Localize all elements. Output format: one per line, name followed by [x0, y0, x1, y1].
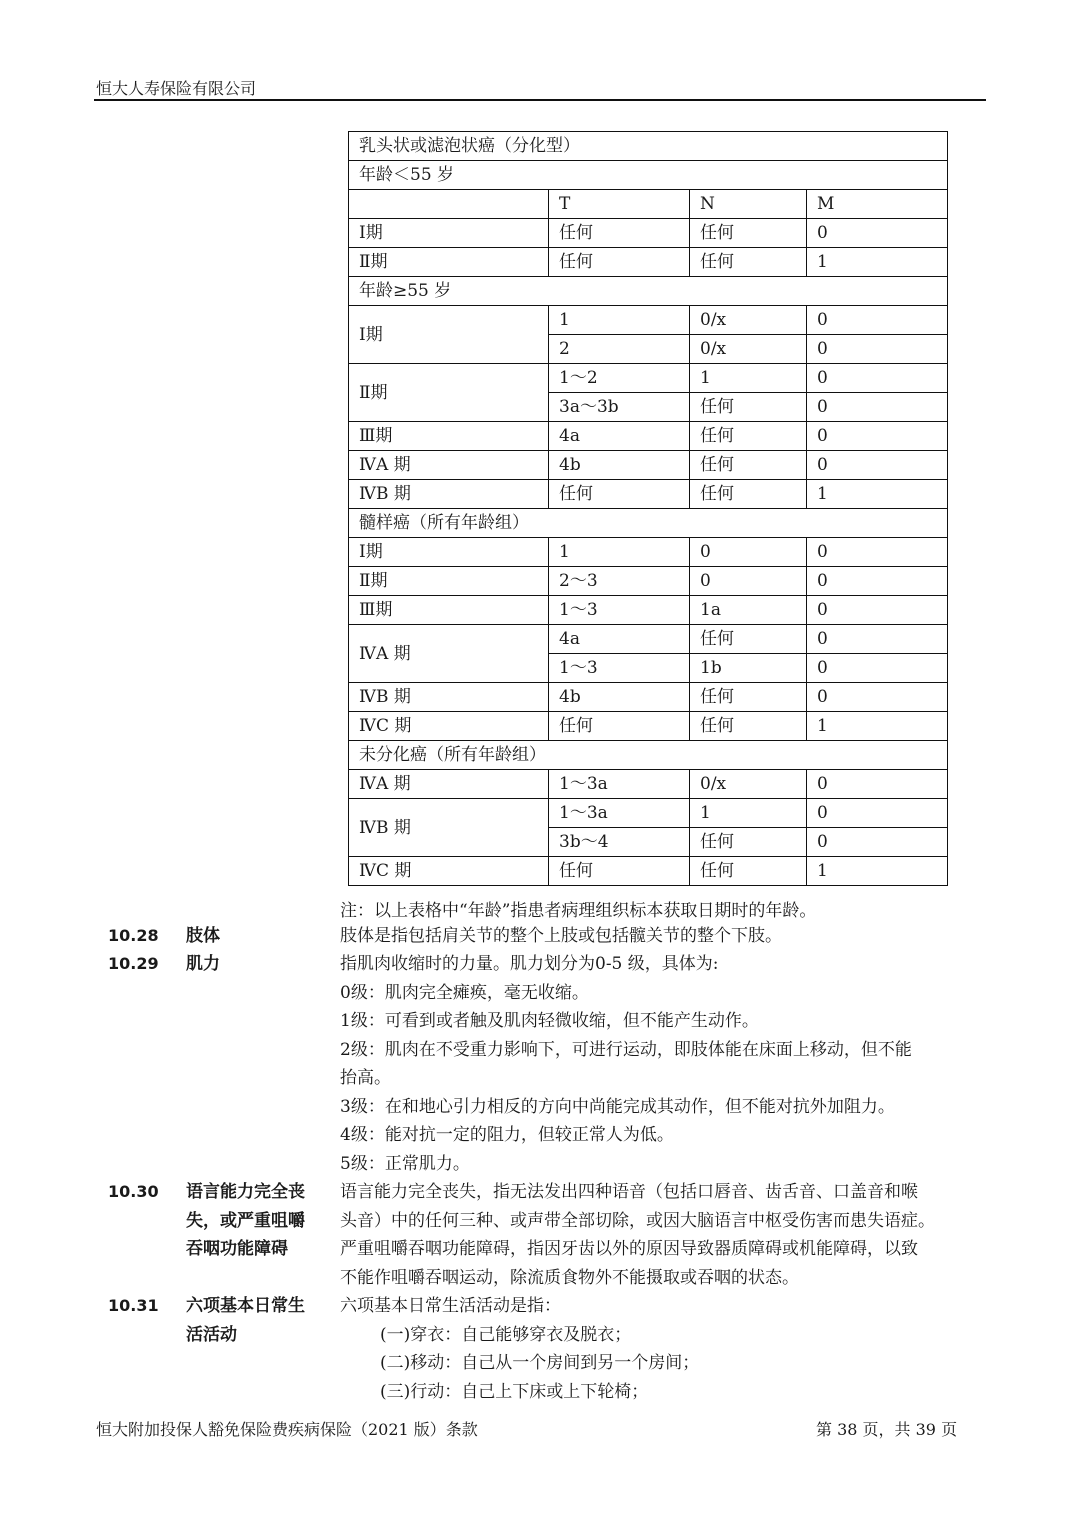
section-number-10-28: 10.28 — [108, 926, 159, 945]
table-row — [349, 219, 948, 248]
table-cell: ⅣA 期 — [349, 770, 549, 799]
table-cell: 1～3a — [549, 770, 690, 799]
table-cell: 4b — [549, 683, 690, 712]
table-cell: 0 — [807, 596, 948, 625]
table-cell: 0 — [807, 567, 948, 596]
table-cell: 0 — [807, 335, 948, 364]
table-cell: 3b～4 — [549, 828, 690, 857]
table-row — [349, 770, 948, 799]
table-row — [349, 596, 948, 625]
section-term-10-28: 肢体 — [186, 926, 220, 946]
table-cell: 任何 — [549, 248, 690, 277]
table-cell: 0 — [807, 828, 948, 857]
table-cell: 任何 — [690, 451, 807, 480]
section-number-10-29: 10.29 — [108, 954, 159, 973]
table-cell: ⅣB 期 — [349, 683, 549, 712]
table-cell: 1 — [807, 712, 948, 741]
thyroid-cancer-staging-table — [348, 131, 948, 886]
table-cell: 任何 — [690, 683, 807, 712]
section-text-10-30 — [340, 1178, 990, 1292]
table-stage-cell: Ⅱ期 — [349, 364, 549, 422]
table-cell: 0 — [807, 770, 948, 799]
section-line: 抬高。 — [340, 1068, 391, 1088]
section-text-10-29 — [340, 950, 990, 1178]
table-cell: 1～3 — [549, 654, 690, 683]
table-cell: Ⅲ期 — [349, 422, 549, 451]
table-cell: 1～2 — [549, 364, 690, 393]
table-cell: 1a — [690, 596, 807, 625]
footer-document-title: 恒大附加投保人豁免保险费疾病保险（2021 版）条款 — [96, 1420, 478, 1439]
section-intro: 六项基本日常生活活动是指： — [340, 1296, 561, 1316]
table-cell: Ⅰ期 — [349, 538, 549, 567]
table-cell: 1 — [807, 480, 948, 509]
section-line: 严重咀嚼吞咽功能障碍，指因牙齿以外的原因导致器质障碍或机能障碍，以致 — [340, 1239, 918, 1259]
table-cell: 任何 — [690, 393, 807, 422]
section-line: 指肌肉收缩时的力量。肌力划分为0-5 级，具体为: — [340, 954, 719, 974]
table-cell: 4b — [549, 451, 690, 480]
table-group-heading: 年龄＜55 岁 — [349, 161, 948, 190]
section-number-10-31: 10.31 — [108, 1296, 159, 1315]
staging-table-body — [349, 132, 948, 886]
table-cell: 0/x — [690, 335, 807, 364]
section-line: 头音）中的任何三种、或声带全部切除，或因大脑语言中枢受伤害而患失语症。 — [340, 1210, 935, 1231]
table-cell: 0 — [807, 451, 948, 480]
table-cell: 任何 — [690, 625, 807, 654]
table-cell: 0 — [690, 567, 807, 596]
table-cell: 任何 — [549, 857, 690, 886]
table-cell: 2～3 — [549, 567, 690, 596]
table-cell: 1～3a — [549, 799, 690, 828]
table-row — [349, 712, 948, 741]
table-cell: Ⅱ期 — [349, 248, 549, 277]
section-line: 2级：肌肉在不受重力影响下，可进行运动，即肢体能在床面上移动，但不能 — [340, 1039, 912, 1060]
table-cell: 2 — [549, 335, 690, 364]
table-cell: 0 — [690, 538, 807, 567]
table-cell: M — [807, 190, 948, 219]
table-row — [349, 451, 948, 480]
table-cell: ⅣA 期 — [349, 451, 549, 480]
table-cell: 0 — [807, 219, 948, 248]
table-cell: 1 — [807, 857, 948, 886]
table-cell: 1～3 — [549, 596, 690, 625]
table-cell: Ⅰ期 — [349, 219, 549, 248]
section-term-10-29: 肌力 — [186, 954, 220, 974]
section-number-10-30: 10.30 — [108, 1182, 159, 1201]
table-cell: 任何 — [690, 248, 807, 277]
term-line: 失，或严重咀嚼 — [186, 1210, 305, 1231]
table-group-row — [349, 741, 948, 770]
table-cell: 4a — [549, 422, 690, 451]
table-group-heading: 未分化癌（所有年龄组） — [349, 741, 948, 770]
table-row — [349, 422, 948, 451]
table-cell: T — [549, 190, 690, 219]
table-cell: 1 — [807, 248, 948, 277]
table-cell: 1 — [690, 364, 807, 393]
table-cell: 0 — [807, 625, 948, 654]
table-cell — [349, 190, 549, 219]
table-group-heading: 乳头状或滤泡状癌（分化型） — [349, 132, 948, 161]
term-line: 语言能力完全丧 — [186, 1182, 305, 1202]
term-line: 活活动 — [186, 1324, 237, 1345]
table-cell: 任何 — [690, 712, 807, 741]
table-cell: 0 — [807, 393, 948, 422]
footer-page-number: 第 38 页，共 39 页 — [816, 1420, 958, 1439]
table-cell: N — [690, 190, 807, 219]
table-row — [349, 538, 948, 567]
section-line: 3级：在和地心引力相反的方向中尚能完成其动作，但不能对抗外加阻力。 — [340, 1096, 895, 1117]
section-line: 5级：正常肌力。 — [340, 1153, 470, 1174]
header-divider — [94, 99, 986, 101]
table-cell: 任何 — [549, 712, 690, 741]
table-cell: ⅣB 期 — [349, 480, 549, 509]
table-cell: ⅣC 期 — [349, 712, 549, 741]
header-company: 恒大人寿保险有限公司 — [96, 79, 257, 98]
table-row — [349, 364, 948, 393]
table-cell: 0/x — [690, 306, 807, 335]
table-cell: 3a～3b — [549, 393, 690, 422]
table-cell: Ⅲ期 — [349, 596, 549, 625]
table-stage-cell: ⅣB 期 — [349, 799, 549, 857]
table-cell: 0 — [807, 654, 948, 683]
table-cell: 任何 — [690, 480, 807, 509]
section-line: 不能作咀嚼吞咽运动，除流质食物外不能摄取或吞咽的状态。 — [340, 1267, 799, 1288]
table-group-heading: 髓样癌（所有年龄组） — [349, 509, 948, 538]
table-group-row — [349, 277, 948, 306]
list-item: (三)行动：自己上下床或上下轮椅； — [380, 1381, 649, 1402]
table-cell: 0 — [807, 422, 948, 451]
table-stage-cell: ⅣA 期 — [349, 625, 549, 683]
table-cell: 任何 — [549, 480, 690, 509]
table-cell: 1 — [549, 538, 690, 567]
table-row — [349, 480, 948, 509]
table-note: 注：以上表格中“年龄”指患者病理组织标本获取日期时的年龄。 — [340, 901, 817, 921]
table-cell: 0 — [807, 364, 948, 393]
list-item: (二)移动：自己从一个房间到另一个房间； — [380, 1353, 700, 1373]
table-group-row — [349, 132, 948, 161]
section-line: 4级：能对抗一定的阻力，但较正常人为低。 — [340, 1125, 674, 1145]
table-stage-cell: Ⅰ期 — [349, 306, 549, 364]
table-row — [349, 857, 948, 886]
section-term-10-31 — [186, 1292, 326, 1349]
list-item: (一)穿衣：自己能够穿衣及脱衣； — [380, 1324, 632, 1345]
table-cell: 任何 — [690, 828, 807, 857]
table-row — [349, 248, 948, 277]
table-row — [349, 625, 948, 654]
table-cell: 1 — [549, 306, 690, 335]
table-group-row — [349, 509, 948, 538]
table-cell: 任何 — [690, 422, 807, 451]
table-cell: 0 — [807, 306, 948, 335]
table-group-heading: 年龄≥55 岁 — [349, 277, 948, 306]
table-cell: ⅣC 期 — [349, 857, 549, 886]
section-line: 1级：可看到或者触及肌肉轻微收缩，但不能产生动作。 — [340, 1011, 759, 1031]
table-cell: 任何 — [549, 219, 690, 248]
table-row — [349, 306, 948, 335]
table-cell: 0/x — [690, 770, 807, 799]
section-line: 0级：肌肉完全瘫痪，毫无收缩。 — [340, 982, 589, 1003]
table-group-row — [349, 161, 948, 190]
table-row — [349, 190, 948, 219]
section-text-10-31 — [340, 1292, 990, 1406]
table-cell: 4a — [549, 625, 690, 654]
table-cell: 0 — [807, 799, 948, 828]
section-line: 语言能力完全丧失，指无法发出四种语音（包括口唇音、齿舌音、口盖音和喉 — [340, 1182, 918, 1202]
table-cell: Ⅱ期 — [349, 567, 549, 596]
table-cell: 任何 — [690, 857, 807, 886]
table-cell: 0 — [807, 683, 948, 712]
term-line: 六项基本日常生 — [186, 1296, 305, 1316]
table-cell: 0 — [807, 538, 948, 567]
table-row — [349, 683, 948, 712]
section-text-10-28: 肢体是指包括肩关节的整个上肢或包括髋关节的整个下肢。 — [340, 926, 782, 946]
table-cell: 任何 — [690, 219, 807, 248]
table-row — [349, 799, 948, 828]
term-line: 吞咽功能障碍 — [186, 1239, 288, 1259]
table-cell: 1b — [690, 654, 807, 683]
table-row — [349, 567, 948, 596]
table-cell: 1 — [690, 799, 807, 828]
section-term-10-30 — [186, 1178, 326, 1264]
